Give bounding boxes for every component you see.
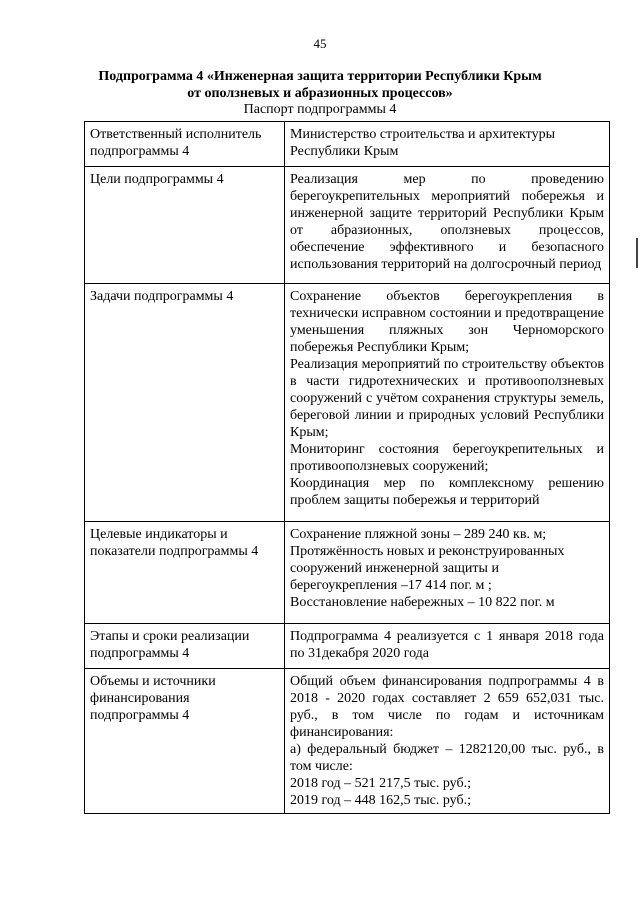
table-row [85,669,610,814]
row-label-cell [85,624,285,669]
row-content-paragraph: Сохранение объектов берегоукрепления в технически исправном состоянии и предотвращение уменьшения пляжных зон Черноморского побережья Республики Крым; [290,289,604,355]
row-content-cell [285,522,610,624]
row-label-cell [85,669,285,814]
row-label-line: Ответственный исполнитель [90,127,262,142]
row-content-paragraph: Координация мер по комплексному решению проблем защиты побережья и территорий [290,476,604,508]
row-content-paragraph: Реализация мер по проведению берегоукрепительных мероприятий побережья и инженерной защите территорий Республики Крым от абразионных, оползневых процессов, обеспечение эффективного и безопасного использования территорий на долгосрочный период [290,172,604,272]
document-title [0,68,640,102]
row-content-line: Министерство строительства и архитектуры [290,127,555,142]
row-label-cell [85,167,285,284]
title-line-1: Подпрограмма 4 «Инженерная защита территории Республики Крым [98,69,542,84]
row-content-paragraph: Общий объем финансирования подпрограммы 4 в 2018 - 2020 годах составляет 2 659 652,031 тыс. руб., в том числе по годам и источникам финансирования: [290,674,604,740]
row-label-line: подпрограммы 4 [90,144,190,159]
row-content-paragraph: Мониторинг состояния берегоукрепительных и противооползневых сооружений; [290,442,604,474]
row-content-paragraph: Подпрограмма 4 реализуется с 1 января 2018 года по 31декабря 2020 года [290,629,604,661]
row-label-line: Объемы и источники [90,674,216,689]
row-content-paragraph: Восстановление набережных – 10 822 пог. м [290,595,555,610]
row-content-line: Республики Крым [290,144,399,159]
row-content-cell [285,624,610,669]
row-label-line: Целевые индикаторы и [90,527,228,542]
row-label-cell [85,284,285,522]
row-content-paragraph: Сохранение пляжной зоны – 289 240 кв. м; [290,527,547,542]
table-row [85,122,610,167]
row-content-paragraph: а) федеральный бюджет – 1282120,00 тыс. руб., в том числе: [290,742,604,774]
row-label-line: Этапы и сроки реализации [90,629,250,644]
row-label-line: финансирования [90,691,190,706]
title-line-2: от оползневых и абразионных процессов» [187,86,453,101]
page-number: 45 [313,36,327,51]
row-label-cell [85,522,285,624]
row-content-paragraph: Реализация мероприятий по строительству объектов в части гидротехнических и противооползневых сооружений с учётом сохранения структуры земель, береговой линии и природных условий Республики Крым; [290,357,604,440]
passport-table [84,121,610,814]
table-row [85,522,610,624]
row-label-line: показатели подпрограммы 4 [90,544,259,559]
row-content-cell [285,122,610,167]
table-row [85,624,610,669]
row-label-line: Цели подпрограммы 4 [90,172,224,187]
row-content-cell [285,284,610,522]
table-row [85,284,610,522]
scan-edge-mark [636,238,638,268]
row-content-cell [285,167,610,284]
passport-subtitle: Паспорт подпрограммы 4 [243,102,397,117]
row-label-line: подпрограммы 4 [90,708,190,723]
row-content-paragraph: 2018 год – 521 217,5 тыс. руб.; [290,776,471,791]
row-content-paragraph: Протяжённость новых и реконструированных сооружений инженерной защиты и берегоукрепления –17 414 пог. м ; [290,544,565,593]
row-label-line: Задачи подпрограммы 4 [90,289,234,304]
row-content-paragraph: 2019 год – 448 162,5 тыс. руб.; [290,793,471,808]
row-content-cell [285,669,610,814]
row-label-line: подпрограммы 4 [90,646,190,661]
row-label-cell [85,122,285,167]
table-row [85,167,610,284]
